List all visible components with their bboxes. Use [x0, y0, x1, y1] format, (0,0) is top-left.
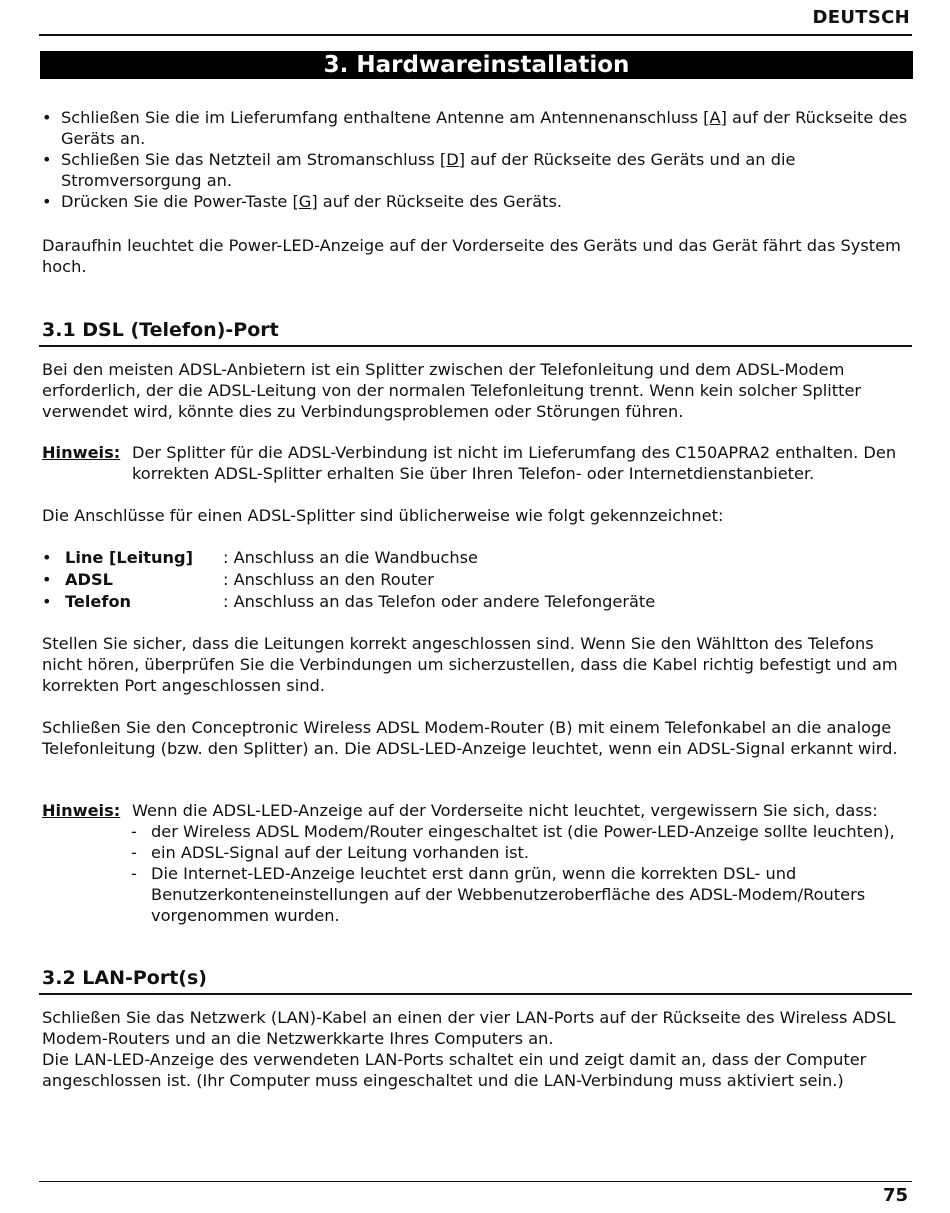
dash-icon: - [131, 864, 137, 883]
section-rule [39, 345, 912, 347]
port-term: ADSL [65, 570, 113, 589]
list-item: - ein ADSL-Signal auf der Leitung vorhanden ist. [131, 843, 530, 862]
page-number: 75 [882, 1185, 908, 1206]
port-desc: : Anschluss an die Wandbuchse [223, 548, 479, 567]
header-rule [39, 34, 912, 36]
paragraph: Bei den meisten ADSL-Anbietern ist ein Splitter zwischen der Telefonleitung und dem ADSL-Modem erforderlich, der die ADSL-Leitung von der normalen Telefonleitung trennt. Wenn kein solcher Splitter verwendet wird, könnte dies zu Verbindungsproblemen oder Störungen führen. [42, 360, 862, 421]
section-rule [39, 993, 912, 995]
note-label: Hinweis: [42, 801, 121, 820]
dash-icon: - [131, 822, 137, 841]
list-item: • Schließen Sie die im Lieferumfang enthaltene Antenne am Antennenanschluss [A] auf der Rückseite des Geräts an. [42, 108, 908, 148]
list-item: - der Wireless ADSL Modem/Router eingeschaltet ist (die Power-LED-Anzeige sollte leuchten), [131, 822, 895, 841]
chapter-title: 3. Hardwareinstallation [40, 51, 913, 79]
list-item: • Schließen Sie das Netzteil am Stromanschluss [D] auf der Rückseite des Geräts und an die Stromversorgung an. [42, 150, 796, 190]
port-key: D [446, 150, 459, 169]
port-key: G [298, 192, 312, 211]
port-term: Line [Leitung] [65, 548, 194, 567]
intro-bullet-list [42, 107, 912, 212]
port-item [42, 591, 902, 613]
bullet-icon: • [42, 192, 52, 211]
bullet-icon: • [42, 548, 52, 567]
bullet-icon: • [42, 592, 52, 611]
paragraph: Schließen Sie das Netzwerk (LAN)-Kabel an einen der vier LAN-Ports auf der Rückseite des Wireless ADSL Modem-Routers und an die Netzwerkkarte Ihres Computers an. Die LAN-LED-Anzeige des verwendeten LAN-Ports schaltet ein und zeigt damit an, dass der Computer angeschlossen ist. (Ihr Computer muss eingeschaltet und die LAN-Verbindung muss aktiviert sein.) [42, 1008, 896, 1090]
bullet-icon: • [42, 150, 52, 169]
port-key: A [709, 108, 721, 127]
port-desc: : Anschluss an das Telefon oder andere Telefongeräte [223, 592, 656, 611]
note-text: Der Splitter für die ADSL-Verbindung ist nicht im Lieferumfang des C150APRA2 enthalten. Den korrekten ADSL-Splitter erhalten Sie über Ihren Telefon- oder Internetdienstanbieter. [132, 443, 897, 483]
paragraph: Stellen Sie sicher, dass die Leitungen korrekt angeschlossen sind. Wenn Sie den Wähltton des Telefons nicht hören, überprüfen Sie die Verbindungen um sicherzustellen, dass die Kabel richtig befestigt und am korrekten Port angeschlossen sind. [42, 634, 898, 695]
port-term: Telefon [65, 592, 132, 611]
section-title-3-1: 3.1 DSL (Telefon)-Port [42, 319, 279, 341]
bullet-icon: • [42, 570, 52, 589]
paragraph: Schließen Sie den Conceptronic Wireless ADSL Modem-Router (B) mit einem Telefonkabel an die analoge Telefonleitung (bzw. den Splitter) an. Die ADSL-LED-Anzeige leuchtet, wenn ein ADSL-Signal erkannt wird. [42, 718, 898, 758]
footer-rule [39, 1181, 912, 1182]
port-item [42, 569, 902, 591]
note-text: Wenn die ADSL-LED-Anzeige auf der Vorderseite nicht leuchtet, vergewissern Sie sich, dass: [132, 801, 878, 820]
intro-paragraph: Daraufhin leuchtet die Power-LED-Anzeige auf der Vorderseite des Geräts und das Gerät fährt das System hoch. [42, 236, 901, 276]
port-item [42, 547, 902, 569]
language-label: DEUTSCH [812, 7, 910, 28]
list-item: • Drücken Sie die Power-Taste [G] auf der Rückseite des Geräts. [42, 192, 563, 211]
bullet-icon: • [42, 108, 52, 127]
list-item: - Die Internet-LED-Anzeige leuchtet erst dann grün, wenn die korrekten DSL- und Benutzerkonteneinstellungen auf der Webbenutzeroberfläche des ADSL-Modem/Routers vorgenommen wurden. [131, 864, 866, 925]
ports-intro: Die Anschlüsse für einen ADSL-Splitter sind üblicherweise wie folgt gekennzeichnet: [42, 506, 724, 525]
port-desc: : Anschluss an den Router [223, 570, 434, 589]
section-title-3-2: 3.2 LAN-Port(s) [42, 967, 207, 989]
dash-icon: - [131, 843, 137, 862]
note-dash-list [131, 821, 911, 926]
note-label: Hinweis: [42, 443, 121, 462]
